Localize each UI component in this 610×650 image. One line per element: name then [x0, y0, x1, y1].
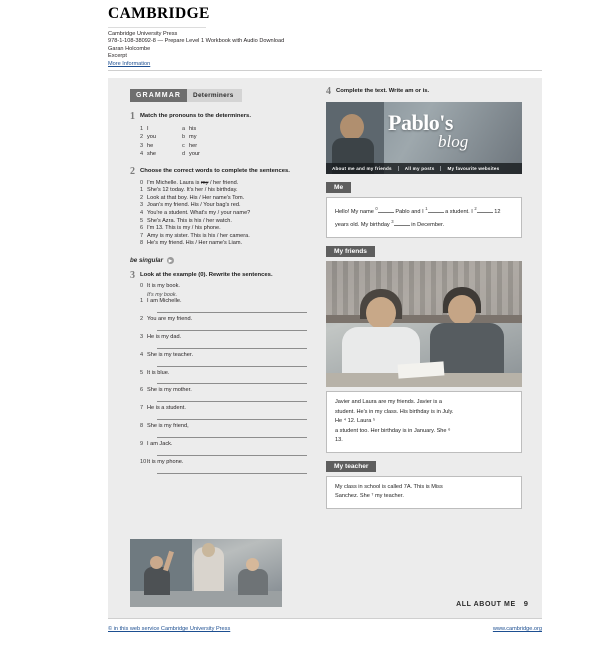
list-item — [140, 441, 316, 448]
metadata-line-excerpt: Excerpt — [108, 53, 127, 60]
blog-nav-tab-websites[interactable]: My favourite websites — [447, 166, 500, 171]
bookshelf-edge — [326, 315, 522, 323]
boy-head — [448, 295, 476, 325]
blog-nav[interactable] — [326, 163, 522, 174]
grammar-banner-subtitle: Determiners — [187, 89, 242, 102]
struck-word[interactable]: my — [200, 179, 209, 186]
item-number: 10 — [140, 459, 147, 466]
exercise-4-number: 4 — [326, 86, 331, 97]
list-item — [140, 187, 316, 195]
list-item — [140, 352, 316, 359]
gap-marker-0: 0 — [375, 206, 378, 211]
teacher-line-1: My class in school is called 7A. This is Miss — [335, 483, 443, 490]
publisher-logo-text: CAMBRIDGE — [108, 4, 210, 22]
list-item — [140, 240, 316, 248]
blog-author-head — [340, 114, 364, 140]
list-item — [140, 423, 316, 430]
answer-line[interactable] — [157, 414, 307, 420]
item-text: He is a student. — [147, 405, 186, 412]
workbook-page — [108, 78, 542, 618]
item-text[interactable]: Look at that boy. His / Her name's Tom. — [147, 194, 245, 201]
exercise-4-instruction: Complete the text. Write am or is. — [336, 88, 430, 94]
list-item — [140, 283, 316, 290]
item-number: 0 — [140, 179, 144, 186]
list-item — [140, 316, 316, 323]
answer-line[interactable] — [157, 325, 307, 331]
item-number: 2 — [140, 134, 144, 141]
item-text[interactable]: She's Azra. This is his / her watch. — [147, 217, 232, 224]
list-item — [140, 405, 316, 412]
list-item — [140, 125, 156, 133]
list-item — [140, 218, 316, 226]
item-number: 5 — [140, 369, 144, 376]
list-item — [140, 233, 316, 241]
friends-line-4[interactable]: a student too. Her birthday is in January. She ⁶ — [335, 427, 451, 434]
teacher-head — [202, 543, 215, 557]
girl-head — [366, 297, 396, 329]
friends-line-3[interactable]: He ⁴ 12. Laura ⁵ — [335, 418, 376, 425]
list-item — [140, 202, 316, 210]
student-head — [150, 556, 163, 569]
student-figure — [238, 569, 268, 595]
item-number: 3 — [140, 202, 144, 209]
exercise-1-matching — [140, 125, 316, 159]
list-item — [140, 370, 316, 377]
gap-marker-3: 3 — [391, 219, 394, 225]
item-number: 8 — [140, 240, 144, 247]
item-text: It is blue. — [147, 369, 170, 376]
item-text[interactable]: Joan's my friend. His / Your bag's red. — [147, 202, 241, 209]
metadata-line-publisher: Cambridge University Press — [108, 31, 178, 37]
item-number: 2 — [140, 194, 144, 201]
friends-line-2: student. He's in my class. His birthday is in July. — [335, 408, 454, 415]
item-text[interactable]: I — [147, 126, 149, 132]
copyright-link[interactable]: © in this web service Cambridge University Press — [108, 626, 231, 632]
item-text[interactable]: my — [189, 134, 197, 141]
exercise-1-number: 1 — [130, 111, 135, 122]
teacher-text-card[interactable] — [326, 476, 522, 509]
list-item — [140, 210, 316, 218]
item-text[interactable]: your — [189, 151, 200, 158]
friends-line-1: Javier and Laura are my friends. Javier is a — [335, 398, 442, 405]
page-number: 9 — [523, 599, 528, 608]
list-item — [140, 459, 316, 466]
book-metadata — [108, 31, 284, 68]
blog-title: Pablo's — [388, 110, 453, 135]
item-text: She is my teacher. — [147, 351, 194, 358]
bookshelf — [326, 261, 522, 315]
friends-text-card[interactable] — [326, 391, 522, 453]
me-text-card[interactable] — [326, 197, 522, 238]
item-number: 4 — [140, 351, 144, 358]
grammar-reference-be-singular[interactable] — [130, 257, 316, 264]
item-number: 3 — [140, 142, 144, 149]
item-number: 0 — [140, 282, 144, 289]
answer-line[interactable] — [157, 378, 307, 384]
teacher-line-2[interactable]: Sanchez. She ⁷ my teacher. — [335, 493, 404, 500]
exercise-4 — [326, 88, 522, 96]
answer-line[interactable] — [157, 450, 307, 456]
publisher-logo — [108, 0, 210, 28]
gap-marker-2: 2 — [474, 206, 477, 211]
section-label-friends: My friends — [326, 246, 375, 257]
gap-marker-1: 1 — [425, 206, 428, 211]
item-text[interactable]: his — [189, 126, 197, 132]
list-item — [140, 133, 156, 141]
metadata-line-author: Garan Holcombe — [108, 45, 151, 52]
item-letter: b — [182, 134, 186, 141]
exercise-2-instruction: Choose the correct words to complete the sentences. — [140, 167, 290, 174]
me-text-part2: Pablo and I — [395, 208, 424, 215]
classroom-photo — [130, 539, 282, 607]
item-text: I am Michelle. — [147, 297, 182, 304]
footer-divider — [108, 618, 542, 619]
answer-line[interactable] — [157, 396, 307, 402]
item-text[interactable]: You're a student. What's my / your name? — [147, 210, 251, 216]
exercise-3-items — [140, 283, 316, 474]
item-text: It is my phone. — [147, 459, 184, 466]
list-item — [140, 150, 156, 158]
blog-nav-tab-posts[interactable]: All my posts — [399, 166, 442, 171]
answer-gap[interactable] — [428, 212, 444, 213]
item-number: 6 — [140, 225, 144, 232]
item-text: You are my friend. — [147, 315, 193, 322]
item-number: 2 — [140, 315, 144, 322]
item-number: 6 — [140, 387, 144, 394]
item-text: I am Jack. — [147, 441, 173, 448]
item-number: 3 — [140, 333, 144, 340]
grammar-banner — [130, 88, 316, 103]
header-divider — [108, 70, 542, 71]
list-item — [140, 195, 316, 203]
item-text: She is my mother. — [147, 387, 192, 394]
item-letter: d — [182, 151, 186, 158]
left-column — [130, 88, 316, 483]
section-label-me: Me — [326, 182, 351, 193]
list-item — [140, 225, 316, 233]
item-letter: c — [182, 142, 185, 149]
list-item — [182, 150, 200, 158]
metadata-line-isbn-title: 978-1-108-38092-8 — Prepare Level 1 Workbook with Audio Download — [108, 38, 285, 45]
grammar-banner-tab: GRAMMAR — [130, 89, 187, 102]
answer-gap[interactable] — [394, 225, 410, 226]
friends-line-5: 13. — [335, 437, 343, 444]
item-text[interactable]: he — [147, 142, 154, 149]
page-footer — [456, 599, 528, 608]
item-text: It is my book. — [147, 282, 180, 289]
item-number: 7 — [140, 232, 144, 239]
blog-nav-tab-about[interactable]: About me and my friends — [326, 166, 399, 171]
item-text[interactable]: her — [189, 142, 198, 149]
item-text: She is my friend, — [147, 423, 189, 430]
answer-gap[interactable] — [378, 212, 394, 213]
item-number: 8 — [140, 423, 144, 430]
item-text[interactable]: Amy is my sister. This is his / her camera. — [147, 232, 250, 239]
item-text[interactable]: you — [147, 134, 157, 141]
exercise-3-instruction: Look at the example (0). Rewrite the sentences. — [140, 271, 273, 278]
item-number: 5 — [140, 217, 144, 224]
answer-gap[interactable] — [477, 212, 493, 213]
document-footer — [0, 618, 610, 650]
right-column — [326, 88, 522, 509]
item-number: 1 — [140, 126, 144, 132]
me-text-part4: 12 years — [335, 208, 501, 229]
item-number: 1 — [140, 187, 144, 194]
be-singular-label: be singular — [130, 256, 164, 264]
answer-line[interactable] — [157, 361, 307, 367]
list-item — [140, 387, 316, 394]
document-header — [0, 0, 610, 78]
student-figure — [144, 567, 170, 595]
blog-header-photo — [326, 102, 522, 174]
exercise-1-instruction: Match the pronouns to the determiners. — [140, 113, 251, 119]
answer-line[interactable] — [157, 307, 307, 313]
answer-line[interactable] — [157, 468, 307, 474]
list-item — [182, 125, 200, 133]
item-number: 9 — [140, 441, 144, 448]
item-text[interactable]: I'm 13. This is my / his phone. — [147, 225, 221, 232]
blog-mockup — [326, 102, 522, 174]
me-text-part5: old. My birthday — [350, 222, 392, 229]
exercise-3 — [130, 269, 316, 474]
item-number: 4 — [140, 210, 144, 216]
exercise-2-items — [140, 180, 316, 248]
me-text-part6: in December. — [409, 222, 445, 229]
section-label-teacher: My teacher — [326, 461, 376, 472]
more-information-link[interactable]: More Information — [108, 60, 151, 67]
example-answer: It's my book. — [147, 291, 178, 298]
list-item — [182, 133, 200, 141]
website-link[interactable]: www.cambridge.org — [492, 626, 542, 632]
item-text[interactable]: she — [147, 151, 157, 158]
list-item — [140, 142, 156, 150]
list-item — [182, 142, 200, 150]
friends-photo — [326, 261, 522, 387]
answer-line[interactable] — [157, 343, 307, 349]
student-head — [246, 558, 259, 571]
item-text: He is my dad. — [147, 333, 182, 340]
item-number: 1 — [140, 297, 144, 304]
item-number: 7 — [140, 405, 144, 412]
list-item — [140, 334, 316, 341]
item-text[interactable]: I'm Michelle. Laura is my / her friend. — [147, 179, 239, 186]
me-text-part1: Hello! My name — [335, 208, 376, 215]
blog-title-secondary: blog — [438, 132, 469, 151]
item-text[interactable]: He's my friend. His / Her name's Liam. — [147, 240, 243, 247]
exercise-2 — [130, 165, 316, 248]
exercise-2-number: 2 — [130, 165, 135, 177]
list-item — [140, 298, 316, 305]
unit-title: ALL ABOUT ME — [456, 601, 516, 608]
list-item — [140, 180, 316, 188]
exercise-3-number: 3 — [130, 269, 135, 281]
answer-line[interactable] — [157, 432, 307, 438]
item-letter: a — [182, 126, 186, 132]
audio-icon[interactable]: ▶ — [168, 257, 173, 263]
item-number: 4 — [140, 151, 144, 158]
me-text-part3: a student. I — [443, 208, 475, 215]
exercise-1 — [130, 113, 316, 159]
item-text[interactable]: She's 12 today. It's her / his birthday. — [147, 187, 238, 194]
